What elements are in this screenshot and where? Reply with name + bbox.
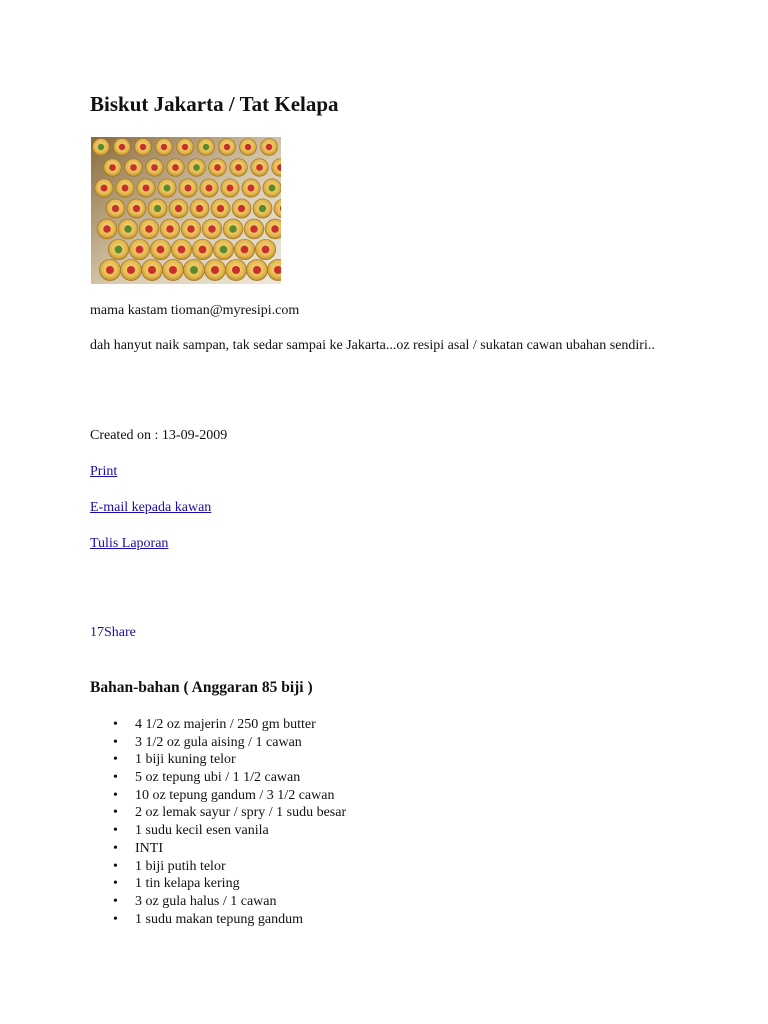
cookie-filling [196, 205, 203, 212]
ingredients-list [90, 716, 346, 928]
list-item: • 10 oz tepung gandum / 3 1/2 cawan [90, 787, 346, 805]
cookie-filling [248, 185, 255, 192]
cookie-filling [140, 144, 146, 150]
cookie-filling [172, 164, 179, 171]
cookie-filling [175, 205, 182, 212]
cookie-filling [203, 144, 209, 150]
list-item: • 1 sudu kecil esen vanila [90, 822, 346, 840]
cookie-filling [208, 225, 216, 233]
cookie-filling [106, 266, 114, 274]
cookie-filling [169, 266, 177, 274]
cookie-filling [199, 246, 207, 254]
cookie-filling [130, 164, 137, 171]
cookie-filling [250, 225, 258, 233]
cookie-filling [148, 266, 156, 274]
cookie-filling [157, 246, 165, 254]
cookie-filling [266, 144, 272, 150]
recipe-title: Biskut Jakarta / Tat Kelapa [90, 92, 339, 116]
cookie-filling [115, 246, 123, 254]
cookie-filling [98, 144, 104, 150]
cookie-filling [109, 164, 116, 171]
cookie-filling [101, 185, 108, 192]
list-item: • 2 oz lemak sayur / spry / 1 sudu besar [90, 804, 346, 822]
write-report-link[interactable]: Tulis Laporan [90, 536, 169, 551]
list-item: • 3 oz gula halus / 1 cawan [90, 893, 346, 911]
recipe-photo [91, 137, 281, 284]
list-item: • 1 biji putih telor [90, 858, 346, 876]
cookie-filling [241, 246, 249, 254]
cookie-filling [127, 266, 135, 274]
cookie-filling [103, 225, 111, 233]
cookie-filling [245, 144, 251, 150]
cookie-filling [178, 246, 186, 254]
cookie-filling [185, 185, 192, 192]
cookie-filling [119, 144, 125, 150]
cookie-filling [193, 164, 200, 171]
cookie-filling [256, 164, 263, 171]
cookie-filling [227, 185, 234, 192]
cookie-filling [229, 225, 237, 233]
list-item: • 1 biji kuning telor [90, 751, 346, 769]
cookie-filling [259, 205, 266, 212]
email-friend-link[interactable]: E-mail kepada kawan [90, 500, 212, 515]
cookie-filling [262, 246, 270, 254]
cookie-filling [182, 144, 188, 150]
cookie-filling [151, 164, 158, 171]
cookie-filling [161, 144, 167, 150]
list-item: • 3 1/2 oz gula aising / 1 cawan [90, 734, 346, 752]
cookie-filling [112, 205, 119, 212]
list-item: • INTI [90, 840, 346, 858]
cookie-filling [232, 266, 240, 274]
cookie-filling [190, 266, 198, 274]
ingredients-heading: Bahan-bahan ( Anggaran 85 biji ) [90, 679, 313, 696]
cookie-filling [214, 164, 221, 171]
cookie-filling [143, 185, 150, 192]
created-date: Created on : 13-09-2009 [90, 428, 228, 443]
cookie-filling [271, 225, 279, 233]
cookie-filling [187, 225, 195, 233]
cookie-filling [206, 185, 213, 192]
cookie-filling [220, 246, 228, 254]
cookie-filling [154, 205, 161, 212]
cookie-filling [238, 205, 245, 212]
list-item: • 1 sudu makan tepung gandum [90, 911, 346, 929]
cookie-filling [269, 185, 276, 192]
cookie-filling [122, 185, 129, 192]
share-button[interactable]: 17Share [90, 625, 136, 640]
cookie-filling [124, 225, 132, 233]
cookie-filling [211, 266, 219, 274]
list-item: • 5 oz tepung ubi / 1 1/2 cawan [90, 769, 346, 787]
cookie-filling [253, 266, 261, 274]
list-item: • 1 tin kelapa kering [90, 875, 346, 893]
cookie-filling [145, 225, 153, 233]
list-item: • 4 1/2 oz majerin / 250 gm butter [90, 716, 346, 734]
cookie-filling [224, 144, 230, 150]
author-line: mama kastam tioman@myresipi.com [90, 303, 300, 318]
cookie-filling [235, 164, 242, 171]
print-link[interactable]: Print [90, 464, 118, 479]
cookie-filling [217, 205, 224, 212]
cookie-filling [133, 205, 140, 212]
cookie-filling [136, 246, 144, 254]
intro-text: dah hanyut naik sampan, tak sedar sampai ke Jakarta...oz resipi asal / sukatan cawan ubahan sendiri.. [90, 338, 655, 353]
cookie-tray-image [91, 137, 281, 284]
cookie-filling [166, 225, 174, 233]
cookie-filling [164, 185, 171, 192]
